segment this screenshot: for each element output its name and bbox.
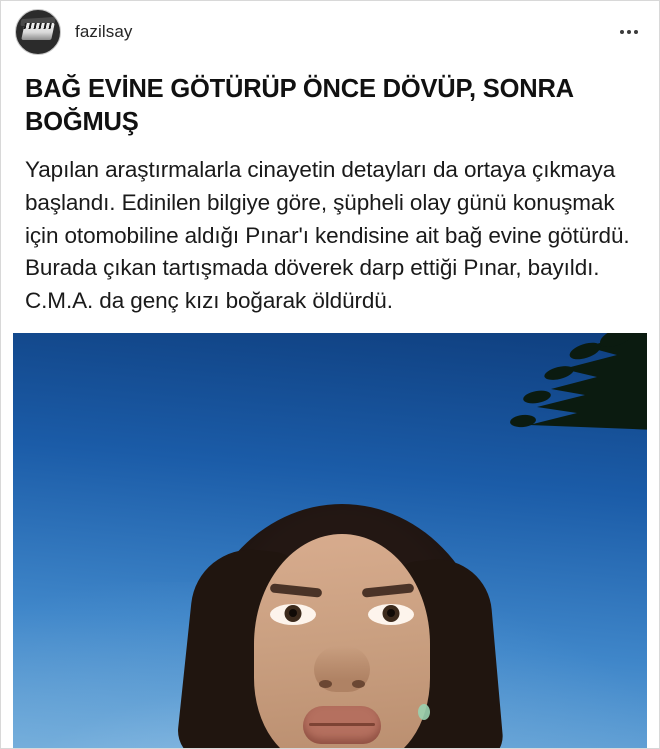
post-paragraph: Yapılan araştırmalarla cinayetin detayları da ortaya çıkmaya başlandı. Edinilen bilgiye göre, şüpheli olay günü konuşmak için otomobiline aldığı Pınar'ı kendisine ait bağ evine götürdü. Burada çıkan tartışmada döverek darp ettiği Pınar, bayıldı. C.M.A. da genç kızı boğarak öldürdü. (25, 157, 630, 313)
eye-left (270, 604, 316, 625)
nose (314, 646, 370, 692)
face (254, 534, 430, 748)
eye-right (368, 604, 414, 625)
eyebrow-left (270, 583, 323, 597)
lips (303, 706, 381, 744)
post-header (1, 1, 659, 63)
person-portrait (192, 464, 492, 748)
tree-branch-icon (467, 333, 647, 445)
piano-icon (21, 23, 55, 40)
pupil-right (387, 609, 395, 617)
nostril-right (352, 680, 365, 688)
nostril-left (319, 680, 332, 688)
eyebrow-right (362, 583, 415, 597)
more-options-icon[interactable] (615, 18, 643, 46)
earring (418, 704, 430, 720)
avatar[interactable] (15, 9, 61, 55)
pupil-left (289, 609, 297, 617)
dot-2 (627, 30, 631, 34)
post-photo[interactable] (13, 333, 647, 748)
account-username[interactable]: fazilsay (75, 22, 133, 41)
post-body (1, 63, 659, 333)
dot-3 (634, 30, 638, 34)
post-headline: BAĞ EVİNE GÖTÜRÜP ÖNCE DÖVÜP, SONRA BOĞMUŞ (25, 75, 573, 136)
dot-1 (620, 30, 624, 34)
